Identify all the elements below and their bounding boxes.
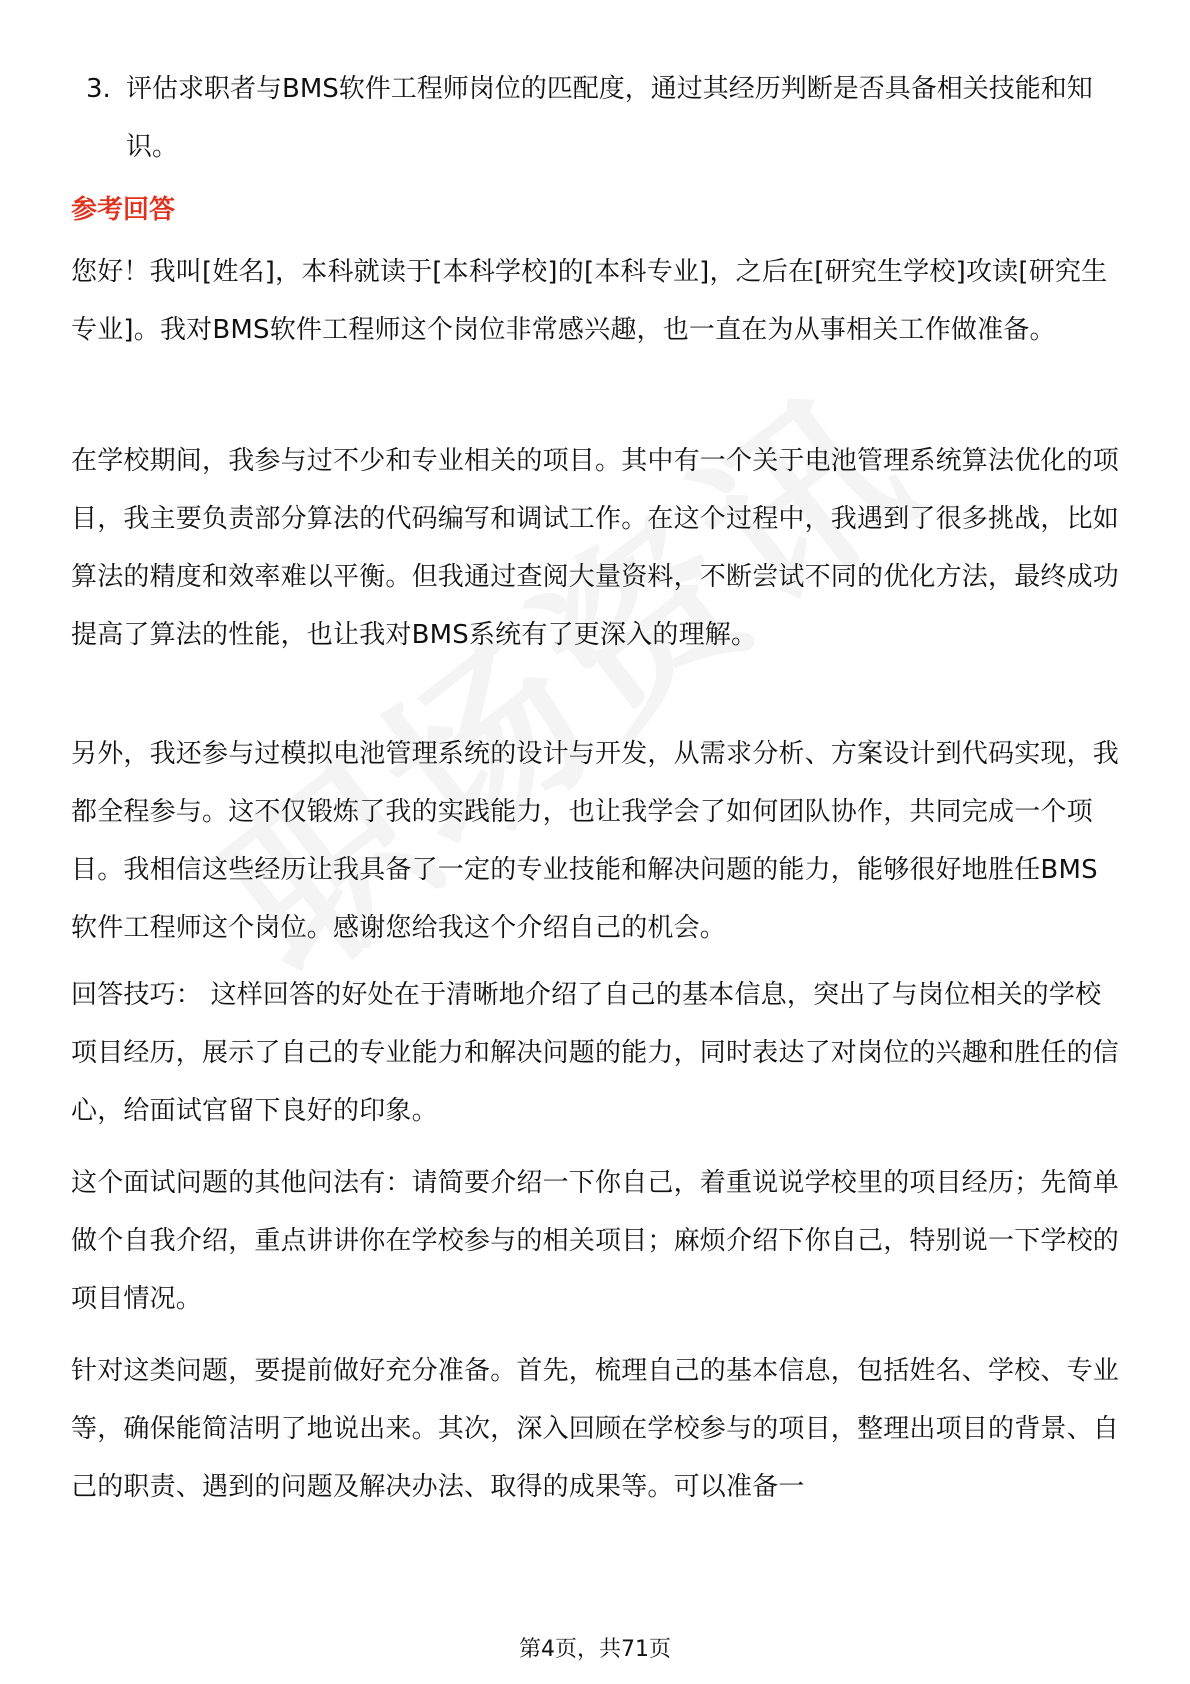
paragraph-alternative-questions: 这个面试问题的其他问法有：请简要介绍一下你自己，着重说说学校里的项目经历；先简单做个自我介绍，重点讲讲你在学校参与的相关项目；麻烦介绍下你自己，特别说一下学校的项目情况。 xyxy=(71,1168,1120,1314)
paragraph-preparation: 针对这类问题，要提前做好充分准备。首先，梳理自己的基本信息，包括姓名、学校、专业等，确保能简洁明了地说出来。其次，深入回顾在学校参与的项目，整理出项目的背景、自己的职责、遇到的问题及解决办法、取得的成果等。可以准备一 xyxy=(71,1356,1120,1502)
paragraph-school-project: 在学校期间，我参与过不少和专业相关的项目。其中有一个关于电池管理系统算法优化的项目，我主要负责部分算法的代码编写和调试工作。在这个过程中，我遇到了很多挑战，比如算法的精度和效率难以平衡。但我通过查阅大量资料，不断尝试不同的优化方法，最终成功提高了算法的性能，也让我对BMS系统有了更深入的理解。 xyxy=(71,446,1120,650)
paragraph-simulation-project: 另外，我还参与过模拟电池管理系统的设计与开发，从需求分析、方案设计到代码实现，我都全程参与。这不仅锻炼了我的实践能力，也让我学会了如何团队协作，共同完成一个项目。我相信这些经历让我具备了一定的专业技能和解决问题的能力，能够很好地胜任BMS软件工程师这个岗位。感谢您给我这个介绍自己的机会。 xyxy=(71,739,1120,943)
numbered-list-item xyxy=(86,60,1126,176)
paragraph-intro: 您好！我叫[姓名]，本科就读于[本科学校]的[本科专业]，之后在[研究生学校]攻读[研究生专业]。我对BMS软件工程师这个岗位非常感兴趣，也一直在为从事相关工作做准备。 xyxy=(71,257,1108,345)
paragraph-answer-tips: 回答技巧： 这样回答的好处在于清晰地介绍了自己的基本信息，突出了与岗位相关的学校项目经历，展示了自己的专业能力和解决问题的能力，同时表达了对岗位的兴趣和胜任的信心，给面试官留下良好的印象。 xyxy=(71,980,1120,1126)
page-number: 第4页，共71页 xyxy=(519,1637,671,1662)
section-heading: 参考回答 xyxy=(71,195,176,225)
list-item-number: 3. xyxy=(86,74,111,104)
list-item-text: 评估求职者与BMS软件工程师岗位的匹配度，通过其经历判断是否具备相关技能和知识。 xyxy=(126,74,1093,162)
